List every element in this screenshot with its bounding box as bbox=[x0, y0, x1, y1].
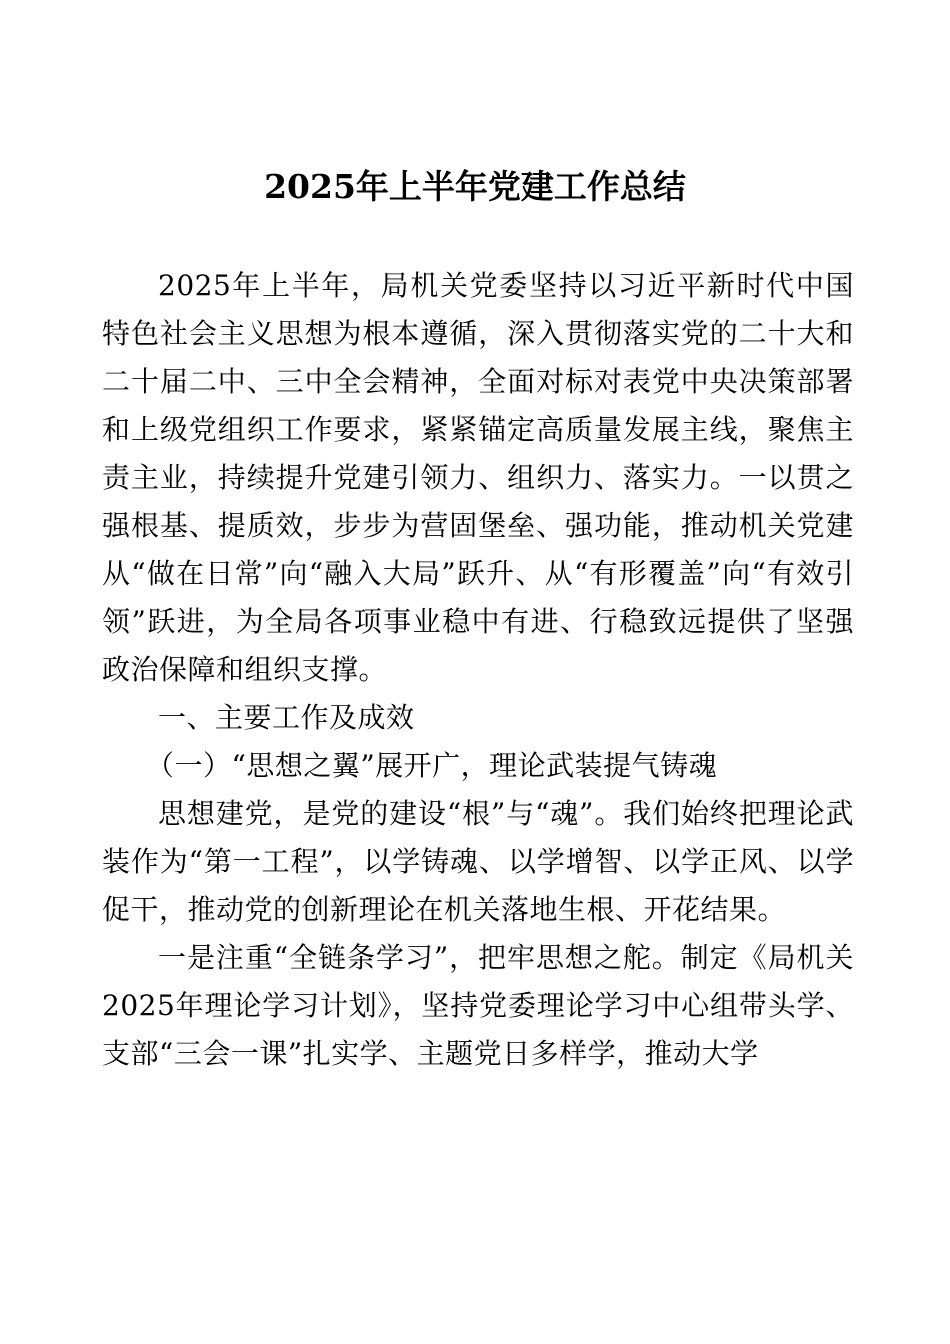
document-body bbox=[102, 262, 854, 1078]
section-heading: 一、主要工作及成效 bbox=[158, 701, 415, 734]
body-paragraph: 一是注重“全链条学习”，把牢思想之舵。制定《局机关2025年理论学习计划》，坚持党委理论学习中心组带头学、支部“三会一课”扎实学、主题党日多样学，推动大学 bbox=[102, 941, 854, 1070]
document-title: 2025年上半年党建工作总结 bbox=[264, 167, 686, 206]
body-paragraph: 思想建党，是党的建设“根”与“魂”。我们始终把理论武装作为“第一工程”，以学铸魂、以学增智、以学正风、以学促干，推动党的创新理论在机关落地生根、开花结果。 bbox=[102, 797, 854, 926]
subsection-heading: （一）“思想之翼”展开广，理论武装提气铸魂 bbox=[146, 749, 718, 782]
intro-paragraph: 2025年上半年，局机关党委坚持以习近平新时代中国特色社会主义思想为根本遵循，深入贯彻落实党的二十大和二十届二中、三中全会精神，全面对标对表党中央决策部署和上级党组织工作要求，紧紧锚定高质量发展主线，聚焦主责主业，持续提升党建引领力、组织力、落实力。一以贯之强根基、提质效，步步为营固堡垒、强功能，推动机关党建从“做在日常”向“融入大局”跃升、从“有形覆盖”向“有效引领”跃进，为全局各项事业稳中有进、行稳致远提供了坚强政治保障和组织支撑。 bbox=[102, 269, 854, 686]
